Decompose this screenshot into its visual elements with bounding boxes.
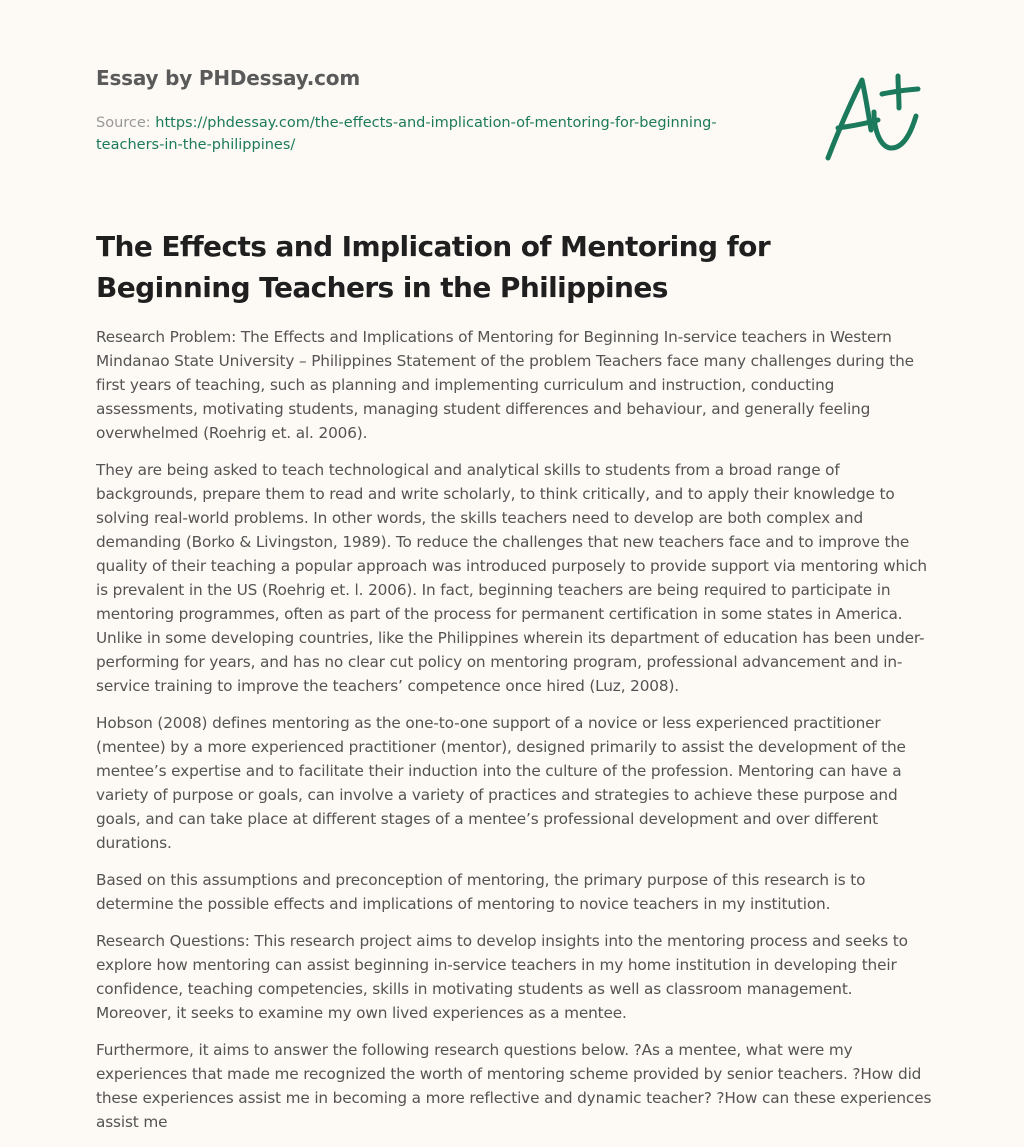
essay-paragraph: Furthermore, it aims to answer the following research questions below. ?As a mentee, what were my experiences that made me recognized the worth of mentoring scheme provided by senior teachers. ?How did these experiences assist me in becoming a more reflective and dynamic teacher? ?How can these experiences assist me <box>96 1041 932 1131</box>
a-plus-logo-icon <box>822 70 926 166</box>
essay-paragraph: Hobson (2008) defines mentoring as the one-to-one support of a novice or less experienced practitioner (mentee) by a more experienced practitioner (mentor), designed primarily to assist the development of the mentee’s expertise and to facilitate their induction into the culture of the profession. Mentoring can have a variety of purpose or goals, can involve a variety of practices and strategies to achieve these purpose and goals, and can take place at different stages of a mentee’s professional development and over different durations. <box>96 714 906 852</box>
site-title: Essay by PHDessay.com <box>96 66 360 90</box>
source-link[interactable] <box>96 115 717 153</box>
essay-paragraph: Research Questions: This research project aims to develop insights into the mentoring process and seeks to explore how mentoring can assist beginning in-service teachers in my home institution in developing their confidence, teaching competencies, skills in motivating students as well as classroom management. Moreover, it seeks to examine my own lived experiences as a mentee. <box>96 932 908 1022</box>
essay-paragraph: Research Problem: The Effects and Implications of Mentoring for Beginning In-service teachers in Western Mindanao State University – Philippines Statement of the problem Teachers face many challenges during the first years of teaching, such as planning and implementing curriculum and instruction, conducting assessments, motivating students, managing student differences and behaviour, and generally feeling overwhelmed (Roehrig et. al. 2006). <box>96 328 914 442</box>
essay-paragraph: They are being asked to teach technological and analytical skills to students from a broad range of backgrounds, prepare them to read and write scholarly, to think critically, and to apply their knowledge to solving real-world problems. In other words, the skills teachers need to develop are both complex and demanding (Borko & Livingston, 1989). To reduce the challenges that new teachers face and to improve the quality of their teaching a popular approach was introduced purposely to provide support via mentoring which is prevalent in the US (Roehrig et. l. 2006). In fact, beginning teachers are being required to participate in mentoring programmes, often as part of the process for permanent certification in some states in America. Unlike in some developing countries, like the Philippines wherein its department of education has been under-performing for years, and has no clear cut policy on mentoring program, professional advancement and in-service training to improve the teachers’ competence once hired (Luz, 2008). <box>96 461 927 695</box>
source-link-line-1: https://phdessay.com/the-effects-and-implication-of-mentoring-for-beginning- <box>155 115 717 131</box>
essay-title: The Effects and Implication of Mentoring for Beginning Teachers in the Philippines <box>96 230 771 304</box>
source-line <box>96 112 776 156</box>
essay-body <box>96 325 932 1147</box>
essay-paragraph: Based on this assumptions and preconception of mentoring, the primary purpose of this research is to determine the possible effects and implications of mentoring to novice teachers in my institution. <box>96 871 866 913</box>
source-link-line-2: teachers-in-the-philippines/ <box>96 137 296 153</box>
source-label: Source: <box>96 115 151 131</box>
